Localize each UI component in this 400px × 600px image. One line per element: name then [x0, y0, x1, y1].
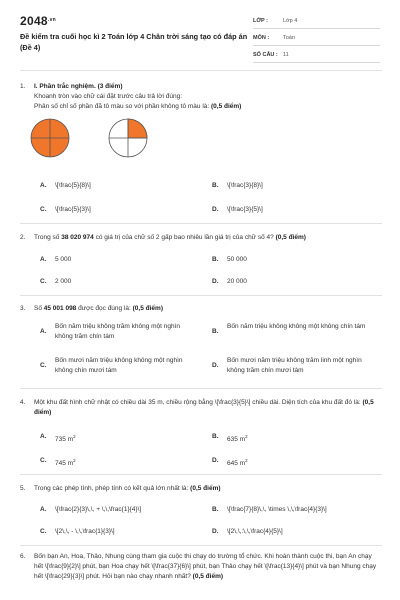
option-letter: A.	[40, 433, 47, 440]
unit-superscript: 2	[73, 458, 76, 463]
option-text: 645 m	[227, 460, 246, 468]
option-text: Bốn mươi năm triệu không không một nghìn không chín mươi tám	[55, 357, 183, 374]
meta-row-class	[253, 14, 380, 29]
question-text: có giá trị của chữ số 2 gấp bao nhiêu lần giá trị của chữ số 4?	[93, 234, 274, 241]
question-5	[20, 484, 380, 494]
question-points: (0,5 điểm)	[132, 305, 163, 312]
option-b[interactable]	[212, 255, 377, 265]
option-a[interactable]	[40, 432, 205, 445]
divider	[20, 295, 382, 296]
option-letter: C.	[40, 457, 47, 464]
divider	[20, 545, 382, 546]
option-text: \[\frac{3}{8}\]	[227, 182, 263, 189]
question-4	[20, 398, 380, 418]
logo-text: 2048	[20, 14, 48, 28]
option-letter: D.	[212, 362, 219, 369]
option-c[interactable]	[40, 456, 205, 469]
question-number: 2.	[20, 234, 26, 241]
instruction-text: Khoanh tròn vào chữ cái đặt trước câu trả lời đúng:	[34, 93, 183, 100]
option-text: \[\frac{5}{8}\]	[55, 182, 91, 189]
question-6	[20, 552, 380, 582]
divider	[20, 70, 382, 71]
unit-superscript: 2	[73, 434, 76, 439]
option-letter: D.	[212, 457, 219, 464]
option-letter: C.	[40, 206, 47, 213]
option-text: 5 000	[55, 256, 72, 263]
option-a[interactable]	[40, 181, 205, 191]
option-letter: D.	[212, 278, 219, 285]
highlighted-number: 45 001 098	[43, 305, 77, 312]
option-b[interactable]	[212, 322, 367, 337]
question-text: Trong các phép tính, phép tính có kết quả lớn nhất là:	[34, 485, 189, 492]
section-heading: I. Phần trắc nghiệm. (3 điểm)	[34, 83, 123, 90]
option-letter: A.	[40, 328, 47, 335]
option-text: Bốn mươi năm triệu không trăm linh một nghìn không trăm chín mươi tám	[227, 357, 362, 374]
option-letter: C.	[40, 528, 47, 535]
option-letter: D.	[212, 206, 219, 213]
option-c[interactable]	[40, 356, 195, 376]
question-points: (0,5 điểm)	[275, 234, 306, 241]
meta-label: SỐ CÂU :	[253, 52, 278, 58]
meta-value: Lớp 4	[283, 18, 298, 24]
option-letter: A.	[40, 256, 47, 263]
option-b[interactable]	[212, 181, 377, 191]
option-letter: B.	[212, 433, 219, 440]
option-text: \[2\,\,:\,\,\frac{4}{5}\]	[227, 528, 283, 535]
option-a[interactable]	[40, 322, 195, 342]
option-text: 50 000	[227, 256, 247, 263]
option-c[interactable]	[40, 527, 205, 537]
pie-fully-shaded	[30, 118, 70, 158]
question-number: 3.	[20, 305, 26, 312]
question-2	[20, 233, 380, 243]
question-text: Bốn bạn An, Hoa, Thảo, Nhung cùng tham gia cuộc thi chạy do trường tổ chức. Khi hoàn thành cuộc thi, bạn An chạy hết \[\frac{9}{2}\] phút, bạn Hoa chạy hết \[\frac{37}{6}\] phút, bạn Thảo chạy hết \[\frac{13}{4}\] phút và bạn Nhung chạy hết \[\frac{29}{3}\] phút. Hỏi bạn nào chạy nhanh nhất?	[34, 553, 377, 580]
option-text: Bốn năm triệu không trăm không một nghìn không trăm chín tám	[55, 323, 181, 340]
option-b[interactable]	[212, 505, 400, 515]
question-number: 4.	[20, 399, 26, 406]
document-meta	[253, 14, 380, 65]
option-a[interactable]	[40, 255, 205, 265]
question-text: Phân số chỉ số phần đã tô màu so với phần không tô màu là:	[34, 103, 210, 110]
document-header	[0, 0, 400, 68]
unit-superscript: 2	[245, 434, 248, 439]
option-text: \[\frac{7}{8}\,\, \times \,\,\frac{4}{3}\]	[227, 506, 327, 513]
divider	[20, 388, 382, 389]
meta-value: Toán	[283, 35, 295, 41]
option-d[interactable]	[212, 205, 377, 215]
question-text: được đọc đúng là:	[76, 305, 131, 312]
option-text: 635 m	[227, 436, 246, 444]
option-c[interactable]	[40, 277, 205, 287]
option-letter: B.	[212, 182, 219, 189]
option-d[interactable]	[212, 356, 367, 376]
divider	[20, 223, 382, 224]
pie-quarter-shaded	[108, 118, 148, 158]
option-d[interactable]	[212, 527, 377, 537]
option-text: 20 000	[227, 278, 247, 285]
question-text: Một khu đất hình chữ nhật có chiều dài 35 m, chiều rộng bằng \[\frac{3}{5}\] chiều dài. Diện tích của khu đất đó là:	[34, 399, 361, 406]
meta-label: LỚP :	[253, 18, 268, 24]
divider	[20, 474, 382, 475]
meta-value: 11	[283, 52, 289, 58]
highlighted-number: 38 020 974	[61, 234, 94, 241]
option-a[interactable]	[40, 505, 205, 515]
question-text: Trong số	[34, 234, 62, 241]
logo-suffix: .vn	[47, 17, 57, 23]
question-points: (0,5 điểm)	[190, 485, 221, 492]
option-text: \[\frac{2}{3}\,\, + \,\,\frac{1}{4}\]	[55, 506, 142, 513]
meta-row-count	[253, 48, 380, 63]
question-number: 1.	[20, 83, 26, 90]
question-points: (0,5 điểm)	[192, 573, 224, 580]
option-letter: B.	[212, 328, 219, 335]
question-number: 6.	[20, 553, 26, 560]
option-text: 2 000	[55, 278, 72, 285]
option-letter: D.	[212, 528, 219, 535]
document-title: Đề kiểm tra cuối học kì 2 Toán lớp 4 Chân trời sáng tạo có đáp án (Đề 4)	[20, 32, 248, 52]
question-number: 5.	[20, 485, 26, 492]
question-text: Số	[34, 305, 44, 312]
question-1	[20, 82, 380, 112]
option-text: \[2\,\, - \,\,\frac{1}{3}\]	[55, 528, 115, 535]
option-letter: A.	[40, 182, 47, 189]
option-text: Bốn năm triệu không không một không chín tám	[227, 323, 366, 330]
option-letter: C.	[40, 278, 47, 285]
option-text: 745 m	[55, 460, 74, 468]
option-letter: C.	[40, 362, 47, 369]
option-text: \[\frac{5}{3}\]	[55, 206, 91, 213]
option-letter: A.	[40, 506, 47, 513]
question-points: (0,5 điểm)	[211, 103, 242, 110]
question-3	[20, 304, 380, 314]
option-d[interactable]	[212, 456, 377, 469]
option-b[interactable]	[212, 432, 377, 445]
option-text: \[\frac{3}{5}\]	[227, 206, 263, 213]
meta-row-subject	[253, 31, 380, 46]
option-letter: B.	[212, 506, 219, 513]
question-points: (0,5 điểm)	[34, 399, 374, 416]
site-logo[interactable]	[20, 14, 56, 28]
unit-superscript: 2	[245, 458, 248, 463]
option-d[interactable]	[212, 277, 377, 287]
option-c[interactable]	[40, 205, 205, 215]
meta-label: MÔN :	[253, 35, 270, 41]
option-letter: B.	[212, 256, 219, 263]
option-text: 735 m	[55, 436, 74, 444]
